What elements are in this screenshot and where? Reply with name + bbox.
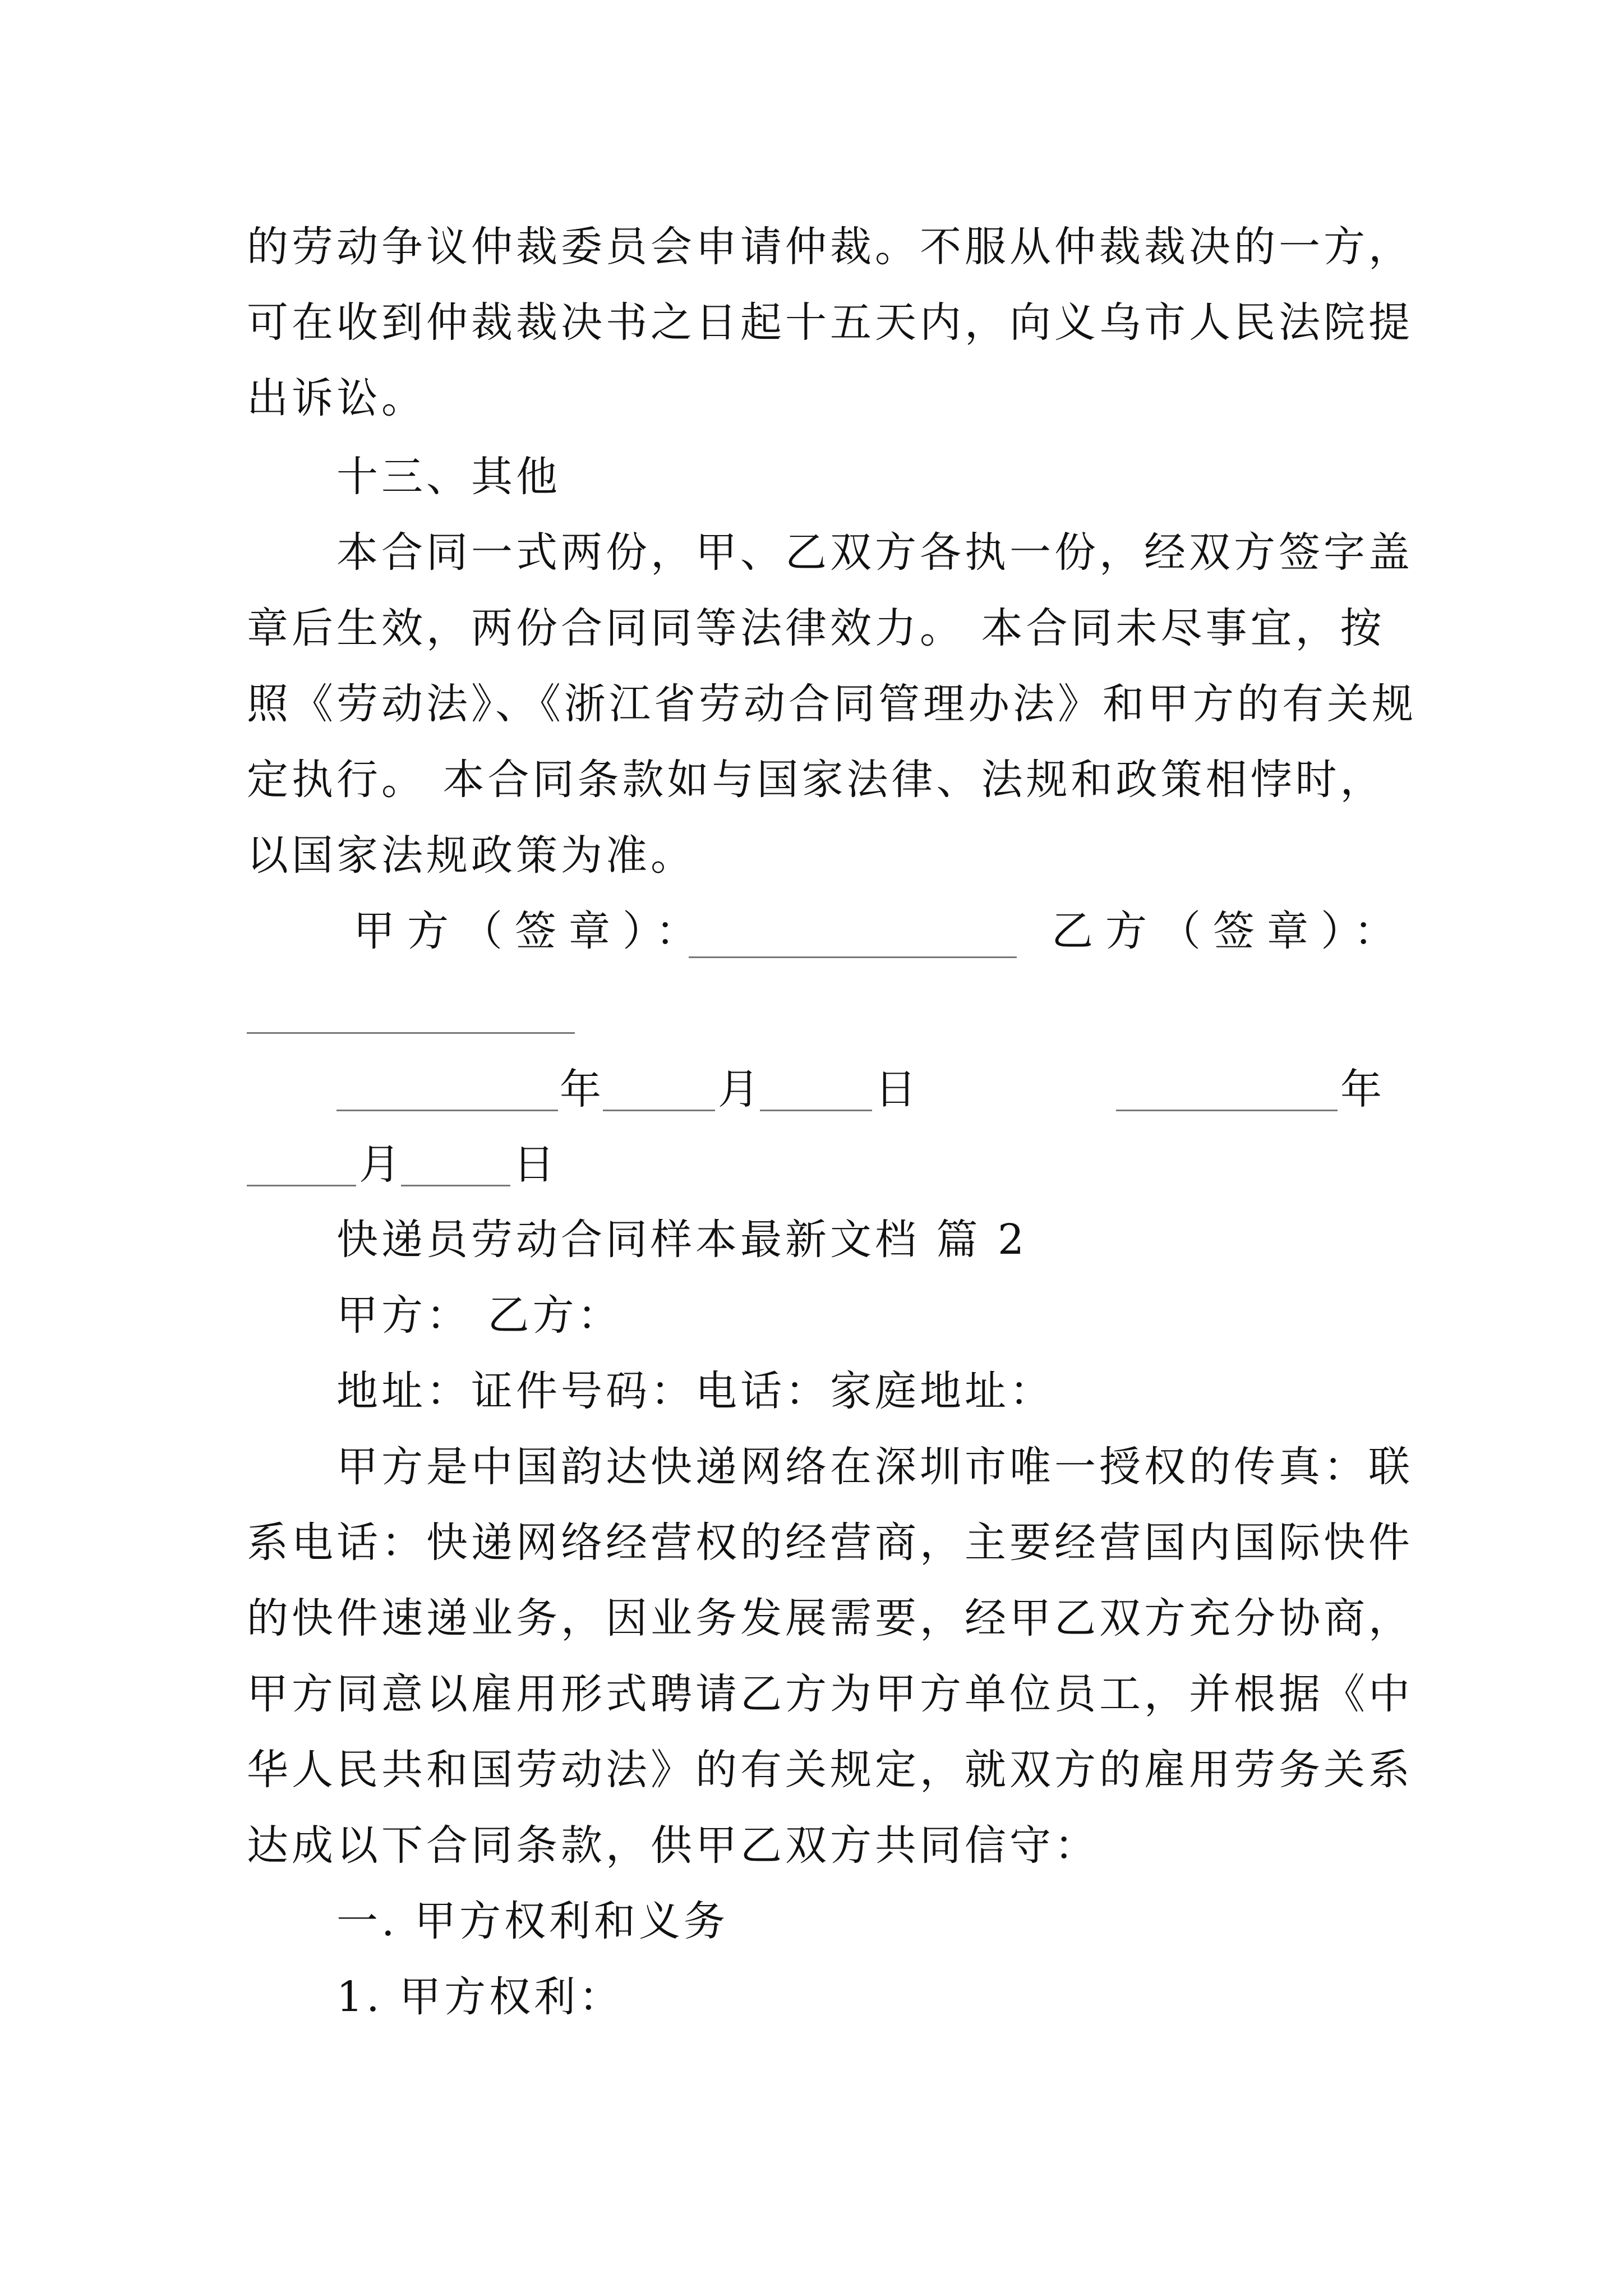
body-line-7: 照《劳动法》、《浙江省劳动合同管理办法》和甲方的有关规: [247, 680, 1417, 728]
section-heading-other: 十三、其他: [336, 453, 561, 501]
date-b-year-label: 年: [1340, 1065, 1385, 1114]
body-line-8: 定执行。 本合同条款如与国家法律、法规和政策相悖时，: [247, 756, 1385, 804]
party-b-signature-label: 乙方（签章）：: [1052, 907, 1408, 955]
section2-body-line-1: 甲方是中国韵达快递网络在深圳市唯一授权的传真：联: [336, 1443, 1413, 1491]
party-a-signature-label: 甲方（签章）：: [353, 907, 709, 955]
date-a-day-label: 日: [875, 1065, 920, 1114]
date-a-year-label: 年: [560, 1065, 605, 1114]
body-line-5: 本合同一式两份，甲、乙双方各执一份，经双方签字盖: [336, 528, 1413, 577]
date-a-year-blank: [336, 1110, 558, 1111]
section2-parties: 甲方： 乙方：: [336, 1291, 623, 1340]
party-a-signature-line: [689, 956, 1017, 958]
body-line-2: 可在收到仲裁裁决书之日起十五天内，向义乌市人民法院提: [247, 298, 1413, 347]
date-a-month-label: 月: [718, 1065, 763, 1114]
date-b-month-label: 月: [359, 1140, 404, 1189]
section2-heading-1: 一. 甲方权利和义务: [336, 1897, 729, 1945]
section2-heading-2: 1. 甲方权利：: [336, 1973, 624, 2021]
body-line-1: 的劳动争议仲裁委员会申请仲裁。不服从仲裁裁决的一方，: [247, 223, 1413, 271]
body-line-3: 出诉讼。: [247, 374, 426, 422]
date-a-day-blank: [760, 1110, 872, 1111]
body-line-6: 章后生效，两份合同同等法律效力。 本合同未尽事宜，按: [247, 604, 1385, 652]
section2-title: 快递员劳动合同样本最新文档 篇 2: [336, 1216, 1028, 1264]
date-a-month-blank: [603, 1110, 715, 1111]
party-b-signature-line: [247, 1032, 575, 1034]
date-b-month-blank: [247, 1185, 356, 1186]
section2-body-line-5: 华人民共和国劳动法》的有关规定，就双方的雇用劳务关系: [247, 1746, 1413, 1794]
section2-body-line-4: 甲方同意以雇用形式聘请乙方为甲方单位员工，并根据《中: [247, 1670, 1413, 1718]
body-line-9: 以国家法规政策为准。: [247, 831, 695, 880]
section2-body-line-6: 达成以下合同条款，供甲乙双方共同信守：: [247, 1821, 1099, 1870]
section2-body-line-2: 系电话：快递网络经营权的经营商，主要经营国内国际快件: [247, 1519, 1413, 1567]
section2-body-line-3: 的快件速递业务，因业务发展需要，经甲乙双方充分协商，: [247, 1594, 1413, 1642]
section2-address-line: 地址：证件号码：电话：家庭地址：: [336, 1367, 1054, 1415]
date-b-day-blank: [401, 1185, 510, 1186]
date-b-day-label: 日: [513, 1140, 558, 1189]
date-b-year-blank: [1116, 1110, 1338, 1111]
